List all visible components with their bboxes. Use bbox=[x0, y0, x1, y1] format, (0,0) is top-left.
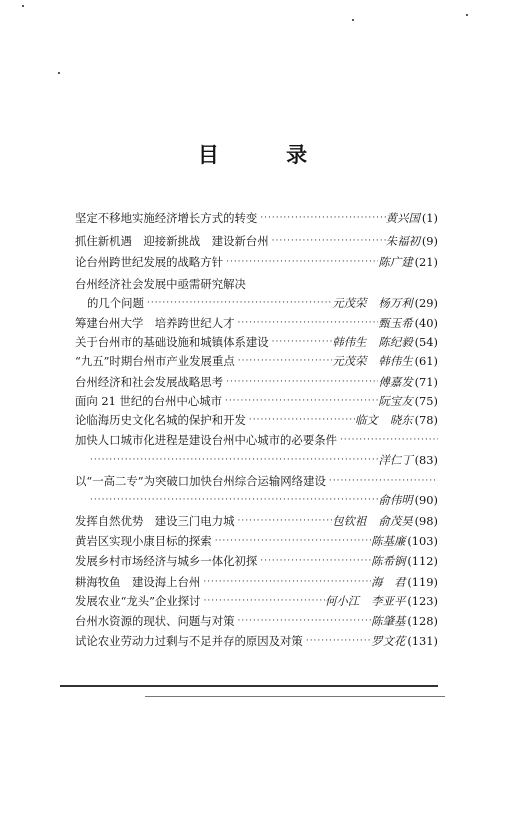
toc-entry[interactable] bbox=[75, 512, 438, 529]
toc-entry-author: 陈基廉 bbox=[371, 534, 406, 548]
toc-entry-author: 甄玉希 bbox=[378, 316, 413, 330]
toc-entry-title: “九五”时期台州市产业发展重点 bbox=[75, 354, 235, 368]
toc-entry[interactable] bbox=[75, 333, 438, 350]
toc-entry-title: 以“一高二专”为突破口加快台州综合运输网络建设 bbox=[75, 474, 326, 488]
leader-dots bbox=[144, 297, 332, 309]
toc-entry[interactable] bbox=[75, 411, 438, 428]
toc-entry-page: (103) bbox=[407, 534, 438, 548]
toc-entry-page: (75) bbox=[414, 394, 438, 408]
toc-entry[interactable] bbox=[75, 373, 438, 390]
toc-entry-page: (119) bbox=[407, 575, 438, 589]
toc-entry-page: (71) bbox=[414, 375, 438, 389]
leader-dots bbox=[269, 336, 333, 348]
toc-entry-title: 面向 21 世纪的台州中心城市 bbox=[75, 394, 223, 408]
toc-entry-title: 的几个问题 bbox=[87, 296, 144, 310]
leader-dots bbox=[234, 317, 378, 329]
toc-entry-title: 黄岩区实现小康目标的探索 bbox=[75, 534, 212, 548]
toc-entry-author: 洋仁丁 bbox=[378, 453, 413, 467]
leader-dots bbox=[326, 475, 438, 487]
toc-entry-author: 朱福初 bbox=[385, 234, 420, 248]
toc-entry-page: (78) bbox=[414, 413, 438, 427]
leader-dots bbox=[234, 515, 332, 527]
toc-entry-author: 杨万利 bbox=[378, 296, 413, 310]
footer-rule-thin bbox=[145, 696, 445, 697]
toc-entry[interactable] bbox=[75, 532, 438, 549]
toc-entry-title: 发展乡村市场经济与城乡一体化初探 bbox=[75, 554, 258, 568]
toc-entry-author: 陈希锏 bbox=[371, 554, 406, 568]
toc-entry-author: 元茂荣 bbox=[332, 354, 367, 368]
toc-entry-title: 台州水资源的现状、问题与对策 bbox=[75, 614, 235, 628]
leader-dots bbox=[223, 256, 378, 268]
toc-entry-title: 加快人口城市化进程是建设台州中心城市的必要条件 bbox=[75, 433, 337, 447]
toc-entry-page: (83) bbox=[414, 453, 438, 467]
toc-entry-title: 发展农业“龙头”企业探讨 bbox=[75, 594, 201, 608]
toc-entry-author: 韩伟生 bbox=[332, 335, 367, 349]
toc-entry-title: 抓住新机遇 迎接新挑战 建设新台州 bbox=[75, 234, 269, 248]
leader-dots bbox=[201, 595, 325, 607]
toc-entry-page: (40) bbox=[414, 316, 438, 330]
toc-entry-author: 黄兴国 bbox=[385, 211, 420, 225]
toc-entry[interactable] bbox=[75, 552, 438, 569]
toc-entry-author: 晓东 bbox=[389, 413, 413, 427]
toc-entry[interactable] bbox=[75, 232, 438, 249]
toc-entry[interactable] bbox=[75, 209, 438, 226]
toc-entry-page: (128) bbox=[407, 614, 438, 628]
toc-entry-page: (54) bbox=[414, 335, 438, 349]
toc-entry[interactable] bbox=[87, 294, 438, 311]
leader-dots bbox=[222, 395, 378, 407]
toc-entry-page: (9) bbox=[421, 234, 438, 248]
toc-entry-page: (1) bbox=[421, 211, 438, 225]
toc-entry-page: (61) bbox=[414, 354, 438, 368]
toc-entry-title: 筹建台州大学 培养跨世纪人才 bbox=[75, 316, 235, 330]
toc-entry-title: 台州经济和社会发展战略思考 bbox=[75, 375, 224, 389]
toc-entry-title: 试论农业劳动力过剩与不足并存的原因及对策 bbox=[75, 634, 303, 648]
leader-dots bbox=[269, 235, 386, 247]
toc-entry-author: 阮宝友 bbox=[378, 394, 413, 408]
toc-entry-author: 俞伟明 bbox=[378, 493, 413, 507]
toc-entry-title: 坚定不移地实施经济增长方式的转变 bbox=[75, 211, 258, 225]
toc-entry[interactable] bbox=[75, 592, 438, 609]
leader-dots bbox=[87, 454, 378, 466]
toc-entry-author: 陈纪毅 bbox=[378, 335, 413, 349]
leader-dots bbox=[337, 434, 438, 446]
toc-entry-author: 李亚平 bbox=[371, 594, 406, 608]
toc-entry-page: (98) bbox=[414, 514, 438, 528]
toc-entry[interactable] bbox=[75, 392, 438, 409]
toc-entry-page: (21) bbox=[414, 255, 438, 269]
toc-entry[interactable] bbox=[75, 472, 438, 489]
footer-rule bbox=[60, 685, 438, 687]
toc-entry-author: 陈肇基 bbox=[371, 614, 406, 628]
toc-entry-author: 包钦祖 bbox=[332, 514, 367, 528]
toc-entry-author: 陈广建 bbox=[378, 255, 413, 269]
toc-entry-page: (29) bbox=[414, 296, 438, 310]
leader-dots bbox=[223, 376, 378, 388]
toc-entry-title: 台州经济社会发展中亟需研究解决 bbox=[75, 277, 246, 291]
toc-entry[interactable] bbox=[75, 253, 438, 270]
toc-entry-author: 傅嘉发 bbox=[378, 375, 413, 389]
toc-entry[interactable] bbox=[75, 275, 438, 292]
leader-dots bbox=[200, 576, 371, 588]
toc-entry[interactable] bbox=[75, 314, 438, 331]
leader-dots bbox=[257, 555, 371, 567]
toc-entry[interactable] bbox=[75, 612, 438, 629]
toc-entry[interactable] bbox=[87, 451, 438, 468]
leader-dots bbox=[235, 355, 333, 367]
leader-dots bbox=[246, 414, 355, 426]
toc-entry-author: 临文 bbox=[355, 413, 378, 427]
toc-entry-author: 何小江 bbox=[324, 594, 360, 608]
toc-entry-page: (131) bbox=[407, 634, 438, 648]
page-title: 目 录 bbox=[197, 143, 338, 167]
toc-entry-page: (90) bbox=[414, 493, 438, 507]
toc-entry-author: 韩伟生 bbox=[378, 354, 413, 368]
toc-entry-page: (123) bbox=[407, 594, 438, 608]
leader-dots bbox=[212, 535, 371, 547]
leader-dots bbox=[87, 494, 378, 506]
toc-entry-title: 耕海牧鱼 建设海上台州 bbox=[75, 575, 201, 589]
toc-entry-title: 发挥自然优势 建设三门电力城 bbox=[75, 514, 235, 528]
toc-entry-title: 论临海历史文化名城的保护和开发 bbox=[75, 413, 246, 427]
toc-entry-author: 俞茂昊 bbox=[378, 514, 413, 528]
toc-entry-page: (112) bbox=[407, 554, 438, 568]
toc-entry-author: 海 君 bbox=[371, 575, 406, 589]
toc-entry-author: 元茂荣 bbox=[332, 296, 367, 310]
leader-dots bbox=[257, 212, 385, 224]
toc-entry-title: 关于台州市的基础设施和城镇体系建设 bbox=[75, 335, 269, 349]
toc-entry[interactable] bbox=[87, 491, 438, 508]
leader-dots bbox=[303, 635, 371, 647]
toc-entry-title: 论台州跨世纪发展的战略方针 bbox=[75, 255, 224, 269]
leader-dots bbox=[234, 615, 371, 627]
toc-entry[interactable] bbox=[75, 573, 438, 590]
toc-entry-author: 罗文花 bbox=[371, 634, 406, 648]
toc-entry[interactable] bbox=[75, 632, 438, 649]
toc-entry[interactable] bbox=[75, 352, 438, 369]
toc-entry[interactable] bbox=[75, 431, 438, 448]
